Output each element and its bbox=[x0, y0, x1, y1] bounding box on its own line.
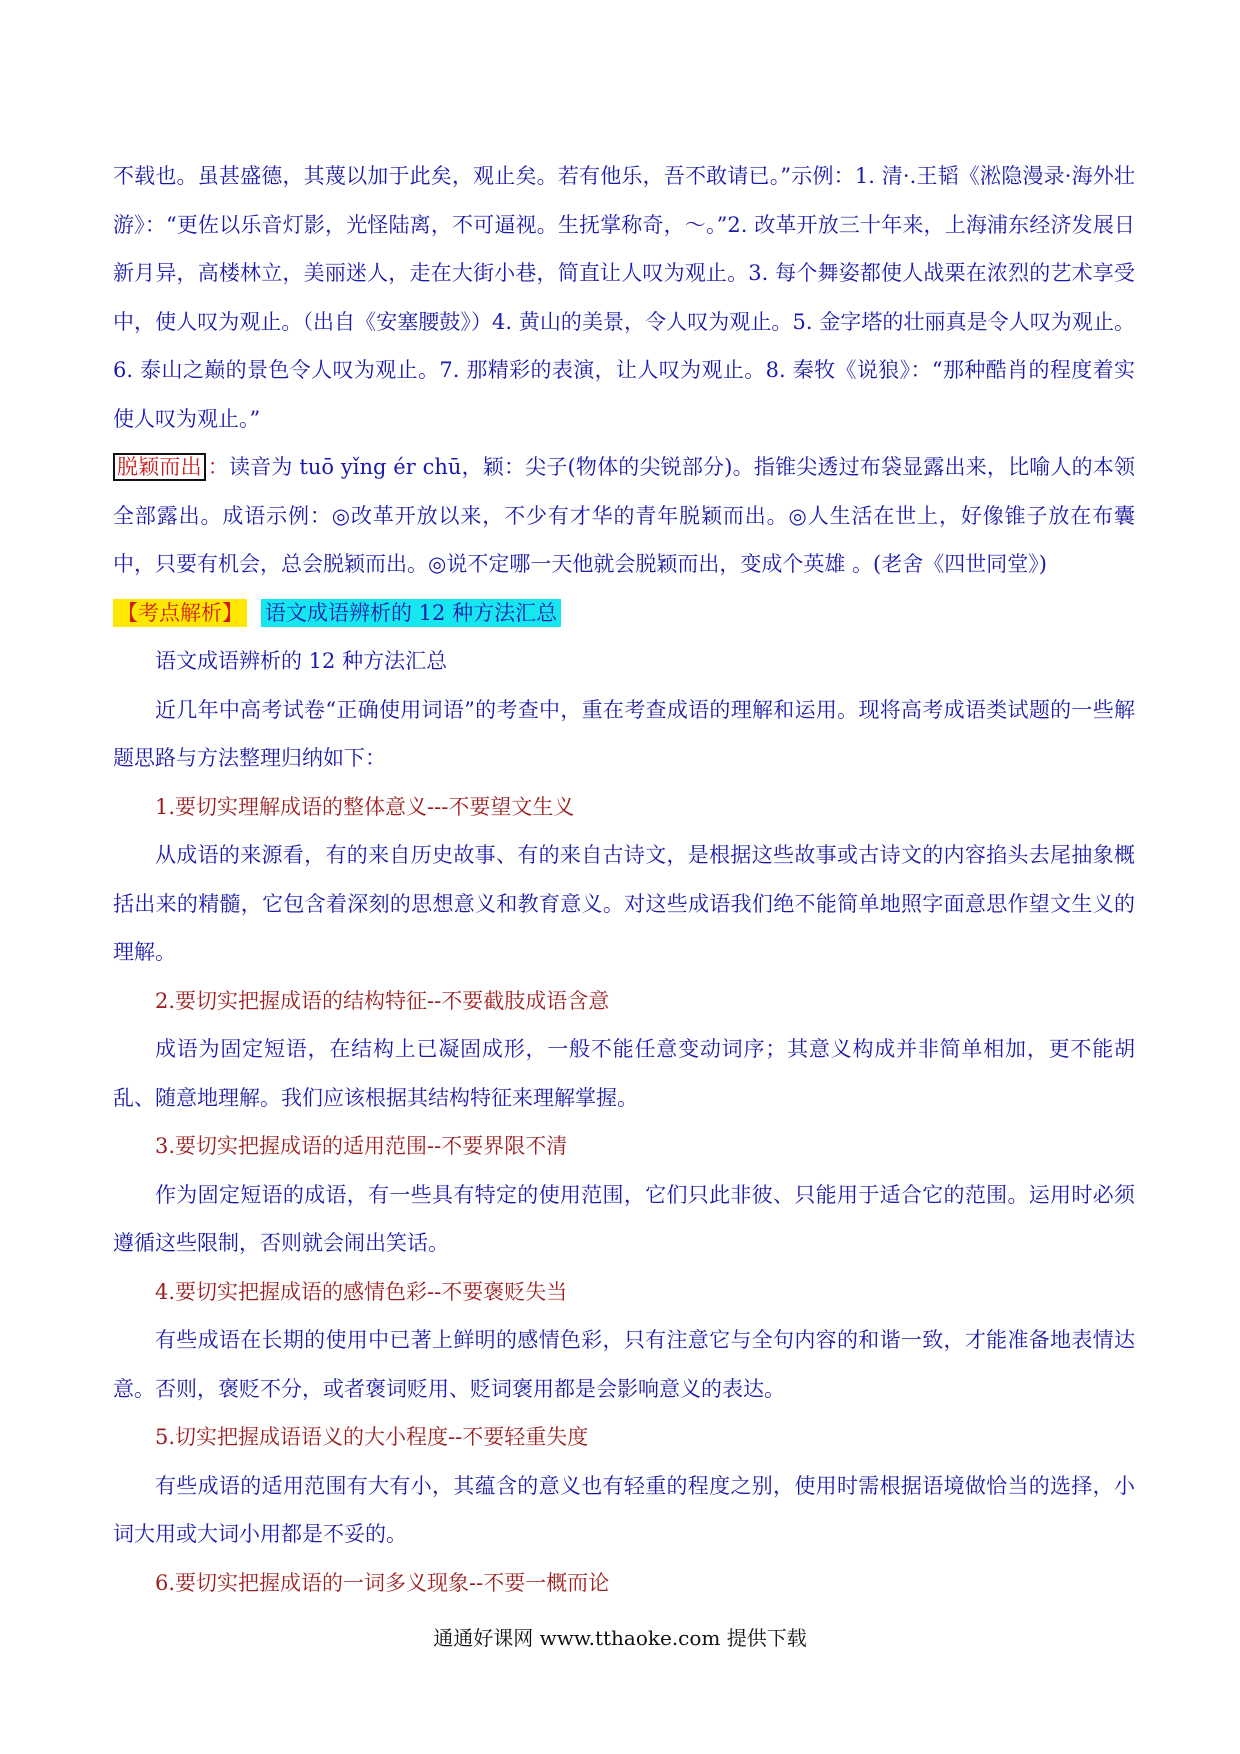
method-heading-4: 4.要切实把握成语的感情色彩--不要褒贬失当 bbox=[155, 1279, 568, 1304]
idiom-term-box: 脱颖而出 bbox=[113, 453, 206, 481]
document-page bbox=[113, 152, 1135, 1607]
section-title-highlight: 语文成语辨析的 12 种方法汇总 bbox=[261, 599, 561, 627]
method-text-3: 作为固定短语的成语，有一些具有特定的使用范围，它们只此非彼、只能用于适合它的范围。运用时必须遵循这些限制，否则就会闹出笑话。 bbox=[113, 1182, 1135, 1255]
idiom-term-colon: ： bbox=[207, 455, 229, 479]
method-text-1: 从成语的来源看，有的来自历史故事、有的来自古诗文，是根据这些故事或古诗文的内容掐头去尾抽象概括出来的精髓，它包含着深刻的思想意义和教育意义。对这些成语我们绝不能简单地照字面意思作望文生义的理解。 bbox=[113, 843, 1135, 964]
method-heading-5: 5.切实把握成语语义的大小程度--不要轻重失度 bbox=[155, 1425, 589, 1449]
method-heading-6: 6.要切实把握成语的一词多义现象--不要一概而论 bbox=[155, 1570, 610, 1595]
paragraph-guanzhi-examples: 不载也。虽甚盛德，其蔑以加于此矣，观止矣。若有他乐，吾不敢请已。”示例：1. 清·.王韬《淞隐漫录·海外壮游》：“更佐以乐音灯影，光怪陆离，不可逼视。生抚掌称奇，～。”2. 改革开放三十年来，上海浦东经济发展日新月异，高楼林立，美丽迷人，走在大街小巷，简直让人叹为观止。3. 每个舞姿都使人战栗在浓烈的艺术享受中，使人叹为观止。（出自《安塞腰鼓》）4. 黄山的美景，令人叹为观止。5. 金字塔的壮丽真是令人叹为观止。6. 泰山之巅的景色令人叹为观止。7. 那精彩的表演，让人叹为观止。8. 秦牧《说狼》：“那种酷肖的程度着实使人叹为观止。” bbox=[113, 164, 1135, 431]
sub-title: 语文成语辨析的 12 种方法汇总 bbox=[155, 649, 448, 673]
paragraph-tuoying-erchu bbox=[113, 443, 1135, 589]
method-text-2: 成语为固定短语，在结构上已凝固成形，一般不能任意变动词序；其意义构成并非简单相加，更不能胡乱、随意地理解。我们应该根据其结构特征来理解掌握。 bbox=[113, 1037, 1135, 1110]
method-heading-2: 2.要切实把握成语的结构特征--不要截肢成语含意 bbox=[155, 988, 610, 1013]
page-footer: 通通好课网 www.tthaoke.com 提供下载 bbox=[433, 1626, 807, 1650]
idiom-term-explanation: 读音为 tuō yǐng ér chū，颖：尖子(物体的尖锐部分)。指锥尖透过布袋显露出来，比喻人的本领全部露出。成语示例：◎改革开放以来，不少有才华的青年脱颖而出。◎人生活在世上，好像锥子放在布囊中，只要有机会，总会脱颖而出。◎说不定哪一天他就会脱颖而出，变成个英雄 。(老舍《四世同堂》) bbox=[113, 455, 1136, 576]
method-heading-3: 3.要切实把握成语的适用范围--不要界限不清 bbox=[155, 1134, 568, 1158]
intro-paragraph: 近几年中高考试卷“正确使用词语”的考查中，重在考查成语的理解和运用。现将高考成语类试题的一些解题思路与方法整理归纳如下： bbox=[113, 697, 1135, 770]
method-heading-1: 1.要切实理解成语的整体意义---不要望文生义 bbox=[155, 794, 575, 819]
method-text-5: 有些成语的适用范围有大有小，其蕴含的意义也有轻重的程度之别，使用时需根据语境做恰当的选择，小词大用或大词小用都是不妥的。 bbox=[113, 1473, 1135, 1546]
exam-point-tag: 【考点解析】 bbox=[113, 599, 247, 627]
section-tag-line bbox=[113, 589, 1135, 638]
method-text-4: 有些成语在长期的使用中已著上鲜明的感情色彩，只有注意它与全句内容的和谐一致，才能准备地表情达意。否则，褒贬不分，或者褒词贬用、贬词褒用都是会影响意义的表达。 bbox=[113, 1328, 1135, 1401]
